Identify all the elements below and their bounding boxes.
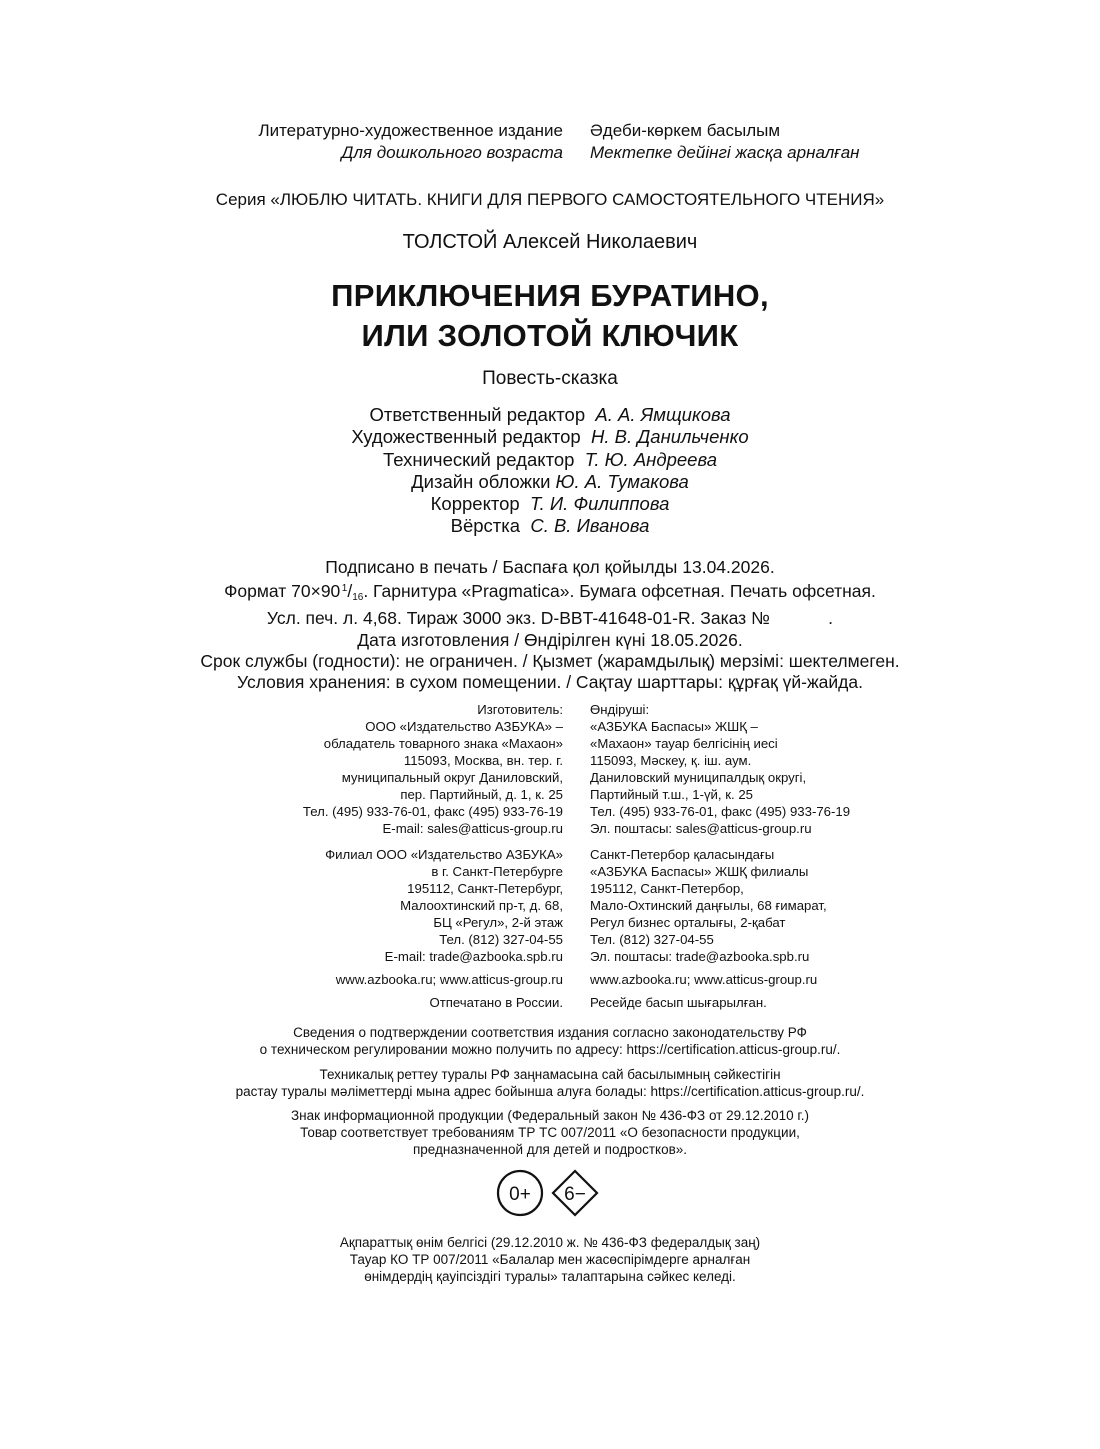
- manufacturer-line: 115093, Мәскеу, қ. іш. аум.: [590, 753, 752, 768]
- branch-line: БЦ «Регул», 2-й этаж: [433, 915, 563, 930]
- manufacture-date: Дата изготовления / Өндірілген күні 18.05.2026.: [357, 629, 743, 650]
- manufacturer-line: «АЗБУКА Баспасы» ЖШҚ –: [590, 719, 758, 734]
- manufacturer-line: Өндіруші:: [590, 702, 650, 717]
- manufacturer-email: E-mail: sales@atticus-group.ru: [382, 821, 563, 836]
- format-fraction-numerator: 1: [341, 583, 348, 595]
- credit-role: Вёрстка: [450, 515, 521, 537]
- info-sign-ru-line: Товар соответствует требованиям ТР ТС 007/2011 «О безопасности продукции,: [300, 1125, 800, 1140]
- edition-type-ru: Литературно-художественное издание: [258, 121, 563, 140]
- book-genre: Повесть-сказка: [482, 368, 618, 389]
- credit-line: [0, 449, 1100, 471]
- credits-list: [0, 404, 1100, 538]
- credit-line: [0, 493, 1100, 515]
- format-prefix: Формат 70×90: [224, 581, 341, 602]
- branch-email: Эл. поштасы: trade@azbooka.spb.ru: [590, 949, 810, 964]
- certification-kz-line: Техникалық реттеу туралы РФ заңнамасына сай басылымның сәйкестігін: [319, 1067, 781, 1082]
- manufacturer-line: обладатель товарного знака «Махаон»: [323, 736, 563, 751]
- branch-line: Филиал ООО «Издательство АЗБУКА»: [325, 847, 563, 862]
- printed-in: Отпечатано в России.: [429, 995, 563, 1010]
- branch-line: Малоохтинский пр-т, д. 68,: [400, 898, 563, 913]
- branch-line: 195112, Санкт-Петербор,: [590, 881, 744, 896]
- credit-name: С. В. Иванова: [530, 515, 650, 537]
- credit-name: Т. Ю. Андреева: [584, 448, 717, 470]
- author-name: ТОЛСТОЙ Алексей Николаевич: [402, 231, 698, 253]
- credit-role: Дизайн обложки: [411, 470, 551, 492]
- service-life: Срок службы (годности): не ограничен. / Қызмет (жарамдылық) мерзімі: шектелмеген.: [200, 650, 900, 671]
- age-rating-icons: [495, 1168, 605, 1218]
- edition-type-block: [0, 120, 1100, 164]
- age-diamond-label: 6−: [564, 1184, 586, 1205]
- credit-role: Ответственный редактор: [369, 404, 586, 425]
- branch-line: Регул бизнес орталығы, 2-қабат: [590, 915, 786, 930]
- credit-name: Н. В. Данильченко: [591, 426, 749, 448]
- certification-ru-line: о техническом регулировании можно получить по адресу: https://certification.atticus-group.ru/.: [259, 1042, 841, 1057]
- credit-name: Т. И. Филиппова: [530, 493, 670, 515]
- manufacturer-line: ООО «Издательство АЗБУКА» –: [365, 719, 563, 734]
- credit-line: [0, 515, 1100, 537]
- branch-line: Тел. (812) 327-04-55: [590, 932, 714, 947]
- manufacturer-line: Партийный т.ш., 1-үй, к. 25: [590, 787, 754, 802]
- credit-line: [0, 426, 1100, 448]
- credit-role: Художественный редактор: [351, 426, 581, 448]
- print-sheets: Усл. печ. л. 4,68. Тираж 3000 экз. D-BBT-41648-01-R. Заказ № .: [266, 608, 834, 629]
- info-sign-kz-line: Тауар КО ТР 007/2011 «Балалар мен жасөспірімдерге арналған: [349, 1252, 751, 1267]
- branch-line: Санкт-Петербор қаласындағы: [590, 847, 775, 862]
- websites: www.azbooka.ru; www.atticus-group.ru: [335, 972, 563, 987]
- branch-email: E-mail: trade@azbooka.spb.ru: [384, 949, 563, 964]
- printed-in: Ресейде басып шығарылған.: [590, 995, 767, 1010]
- certification-kz-line: растау туралы мәліметтерді мына адрес бойынша алуға болады: https://certification.atticus-group.ru/.: [235, 1084, 865, 1099]
- age-group-ru: Для дошкольного возраста: [341, 143, 563, 162]
- credit-name: А. А. Ямщикова: [595, 404, 731, 425]
- info-sign-ru: [0, 1107, 1100, 1158]
- credit-role: Технический редактор: [382, 448, 575, 470]
- certification-ru-line: Сведения о подтверждении соответствия издания согласно законодательству РФ: [293, 1025, 807, 1040]
- age-group-kz: Мектепке дейінгі жасқа арналған: [590, 143, 860, 162]
- branch-line: Тел. (812) 327-04-55: [439, 932, 563, 947]
- credit-line: [0, 404, 1100, 426]
- format-suffix: . Гарнитура «Pragmatica». Бумага офсетная. Печать офсетная.: [363, 581, 876, 602]
- branch-line: в г. Санкт-Петербурге: [431, 864, 563, 879]
- info-sign-ru-line: Знак информационной продукции (Федеральный закон № 436-ФЗ от 29.12.2010 г.): [291, 1108, 809, 1123]
- info-sign-ru-line: предназначенной для детей и подростков».: [412, 1142, 688, 1157]
- info-sign-kz-line: өнімдердің қауіпсіздігі туралы» талаптарына сәйкес келеді.: [364, 1269, 736, 1284]
- storage-conditions: Условия хранения: в сухом помещении. / Сақтау шарттары: құрғақ үй-жайда.: [237, 672, 863, 693]
- manufacturer-email: Эл. поштасы: sales@atticus-group.ru: [590, 821, 812, 836]
- info-sign-kz: [0, 1234, 1100, 1285]
- edition-type-kz: Әдеби-көркем басылым: [590, 121, 781, 140]
- branch-line: «АЗБУКА Баспасы» ЖШҚ филиалы: [590, 864, 809, 879]
- credit-name: Ю. А. Тумакова: [555, 470, 689, 492]
- format-fraction-denominator: 16: [352, 592, 364, 604]
- publisher-addresses: [0, 701, 1100, 1011]
- certification-kz: [0, 1066, 1100, 1100]
- manufacturer-line: Даниловский муниципалдық округі,: [590, 770, 807, 785]
- manufacturer-line: муниципальный округ Даниловский,: [341, 770, 563, 785]
- publication-details: [0, 557, 1100, 693]
- branch-line: Мало-Охтинский даңғылы, 68 ғимарат,: [590, 898, 827, 913]
- book-title-line-1: ПРИКЛЮЧЕНИЯ БУРАТИНО,: [331, 278, 769, 313]
- credit-line: [0, 471, 1100, 493]
- credit-role: Корректор: [430, 493, 520, 515]
- manufacturer-line: Тел. (495) 933-76-01, факс (495) 933-76-19: [590, 804, 851, 819]
- book-title: [0, 276, 1100, 356]
- format-line: Формат 70×90 $^1/_{16}$. Гарнитура «Pragmatica». Бумага офсетная. Печать офсетная.: [224, 581, 876, 604]
- manufacturer-line: пер. Партийный, д. 1, к. 25: [400, 787, 563, 802]
- branch-line: 195112, Санкт-Петербург,: [407, 881, 563, 896]
- manufacturer-line: Тел. (495) 933-76-01, факс (495) 933-76-19: [302, 804, 563, 819]
- signed-date: Подписано в печать / Баспаға қол қойылды 13.04.2026.: [325, 557, 775, 577]
- manufacturer-line: «Махаон» тауар белгісінің иесі: [590, 736, 778, 751]
- manufacturer-line: 115093, Москва, вн. тер. г.: [403, 753, 563, 768]
- age-rating-badges: [0, 1168, 1100, 1218]
- info-sign-kz-line: Ақпараттық өнім белгісі (29.12.2010 ж. № 436-ФЗ федералдық заң): [339, 1235, 761, 1250]
- book-title-line-2: ИЛИ ЗОЛОТОЙ КЛЮЧИК: [361, 318, 739, 353]
- series-line: Серия «ЛЮБЛЮ ЧИТАТЬ. КНИГИ ДЛЯ ПЕРВОГО САМОСТОЯТЕЛЬНОГО ЧТЕНИЯ»: [215, 190, 885, 209]
- websites: www.azbooka.ru; www.atticus-group.ru: [590, 972, 818, 987]
- certification-ru: [0, 1024, 1100, 1058]
- manufacturer-line: Изготовитель:: [477, 702, 563, 717]
- age-circle-label: 0+: [509, 1184, 531, 1205]
